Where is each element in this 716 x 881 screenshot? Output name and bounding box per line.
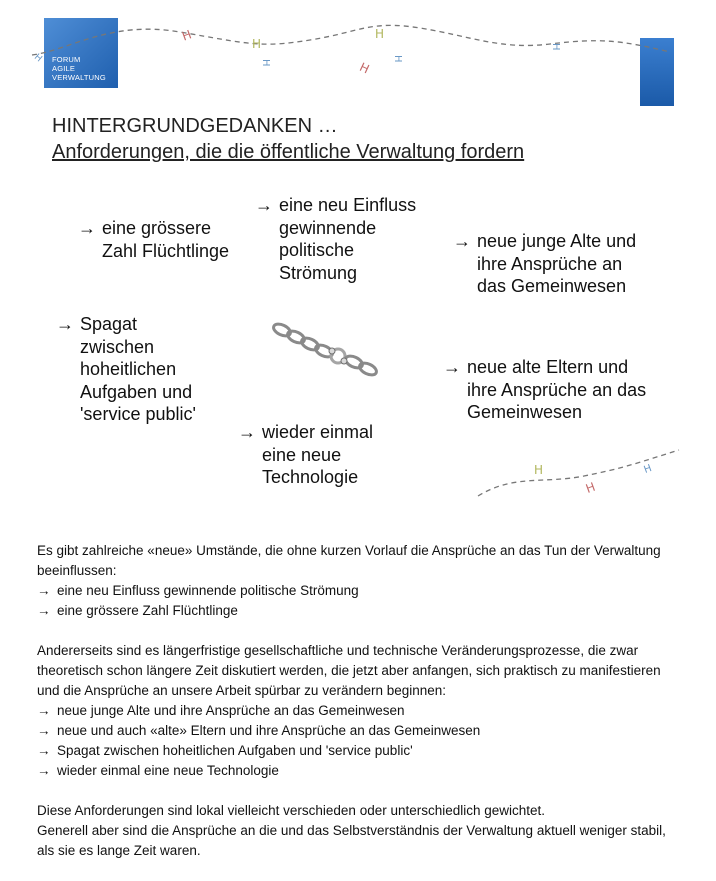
arrow-right-icon: → [78, 218, 96, 238]
svg-text:H: H [583, 479, 598, 496]
marker-icon-9 [534, 463, 543, 477]
list-item: → neue und auch «alte» Eltern und ihre Ansprüche an das Gemeinwesen [37, 721, 667, 741]
arrow-right-icon: → [453, 231, 471, 251]
arrow-right-icon: → [255, 195, 273, 215]
page-subtitle: Anforderungen, die die öffentliche Verwaltung fordern [52, 141, 525, 163]
marker-icon-2 [252, 37, 261, 51]
marker-icon-11 [643, 463, 654, 476]
diagram-item-technology: → wieder einmal eine neue Technologie [238, 422, 374, 487]
diagram-item-old-parents: → neue alte Eltern und ihre Ansprüche an das Gemeinwesen [443, 357, 647, 422]
svg-text:H: H [534, 463, 544, 477]
paragraph-2: Andererseits sind es längerfristige gesellschaftliche und technische Veränderungsprozesse, die zwar theoretisch schon längere Zeit diskutiert werden, die jetzt aber anfangen, sich praktisch zu manifestieren und die Ansprüche an unsere Arbeit spürbar zu verändern beginnen: [37, 643, 661, 698]
arrow-bullet-icon: → [37, 723, 51, 738]
arrow-bullet-icon: → [37, 603, 51, 618]
logo-line-2: AGILE [52, 64, 76, 73]
svg-text:H: H [642, 463, 654, 477]
diagram-item-refugees: → eine grössere Zahl Flüchtlinge [78, 218, 230, 261]
svg-text:H: H [252, 37, 262, 51]
arrow-right-icon: → [56, 314, 74, 334]
marker-icon-3 [260, 59, 271, 67]
svg-text:H: H [375, 27, 385, 41]
page-title: HINTERGRUNDGEDANKEN … [52, 115, 338, 137]
marker-icon-10 [584, 480, 597, 496]
svg-text:H: H [180, 27, 194, 44]
diagram-item-spagat: → Spagat zwischen hoheitlichen Aufgaben und 'service public' [56, 314, 196, 424]
arrow-bullet-icon: → [37, 583, 51, 598]
marker-icon-6 [392, 55, 403, 63]
paragraph-1: Es gibt zahlreiche «neue» Umstände, die ohne kurzen Vorlauf die Ansprüche an das Tun der Verwaltung beeinflussen: [37, 543, 661, 578]
diagram-item-political-current: → eine neu Einfluss gewinnende politische Strömung [255, 195, 417, 283]
chain-link-icon [268, 318, 384, 382]
marker-icon-5 [357, 60, 371, 77]
paragraph-3: Diese Anforderungen sind lokal vielleicht verschieden oder unterschiedlich gewichtet. [37, 803, 546, 818]
svg-text:H: H [392, 55, 403, 63]
list-item: → Spagat zwischen hoheitlichen Aufgaben und 'service public' [37, 741, 667, 761]
svg-text:H: H [357, 59, 372, 77]
svg-text:H: H [31, 52, 44, 65]
paragraph-4: Generell aber sind die Ansprüche an die und das Selbstverständnis der Verwaltung aktuell weniger stabil, als sie es lange Zeit waren. [37, 823, 666, 858]
list-item: → neue junge Alte und ihre Ansprüche an das Gemeinwesen [37, 701, 667, 721]
marker-icon-4 [375, 27, 384, 41]
logo-line-1: FORUM [52, 55, 81, 64]
list-item: → eine grössere Zahl Flüchtlinge [37, 601, 667, 621]
body-text [37, 541, 667, 861]
arrow-right-icon: → [238, 422, 256, 442]
diagram-item-young-elderly: → neue junge Alte und ihre Ansprüche an das Gemeinwesen [453, 231, 637, 296]
arrow-bullet-icon: → [37, 703, 51, 718]
marker-icon-7 [550, 43, 561, 51]
arrow-right-icon: → [443, 357, 461, 377]
svg-text:H: H [550, 43, 561, 51]
dashed-path-bottom-decoration [474, 444, 684, 504]
svg-text:H: H [260, 59, 271, 67]
dashed-path-top-decoration [30, 10, 680, 80]
logo-line-3: VERWALTUNG [52, 73, 106, 82]
list-item: → eine neu Einfluss gewinnende politische Strömung [37, 581, 667, 601]
list-item: → wieder einmal eine neue Technologie [37, 761, 667, 781]
arrow-bullet-icon: → [37, 743, 51, 758]
arrow-bullet-icon: → [37, 763, 51, 778]
marker-icon-1 [180, 27, 193, 43]
